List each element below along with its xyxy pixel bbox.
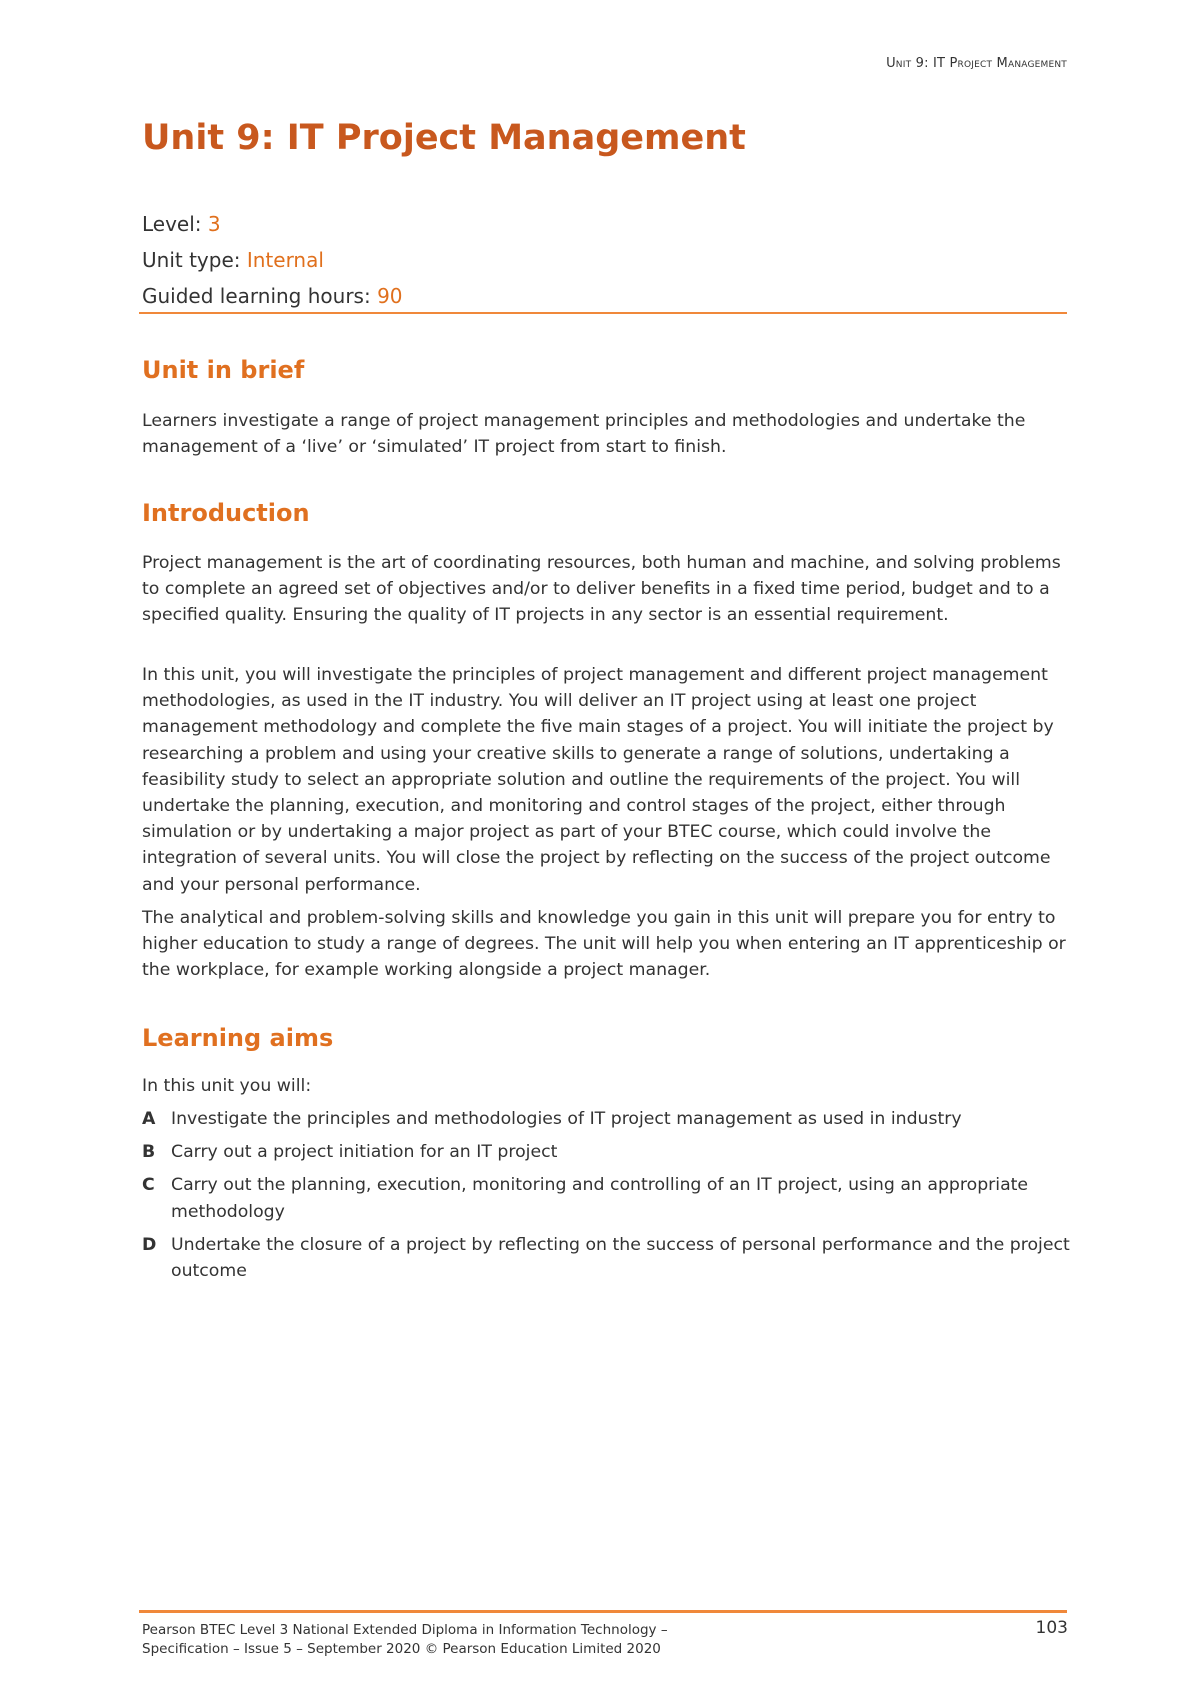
learning-aim-letter: B [142,1142,156,1163]
running-header-title: Unit 9: IT Project Management [886,56,1067,71]
guided-hours-label: Guided learning hours: [142,284,378,308]
unit-in-brief-heading: Unit in brief [142,356,305,384]
unit-type-value: Internal [246,248,324,272]
page-number: 103 [1035,1618,1068,1638]
learning-aim-item [142,1172,1072,1224]
unit-type-row [142,246,403,282]
footer [142,1621,842,1659]
footer-line-2: Specification – Issue 5 – September 2020 © Pearson Education Limited 2020 [142,1641,661,1657]
footer-divider [139,1610,1067,1613]
unit-in-brief-text: Learners investigate a range of project management principles and methodologies and undertake the management of a ‘live’ or ‘simulated’ IT project from start to finish. [142,411,1026,458]
introduction-heading: Introduction [142,499,310,527]
unit-metadata [142,210,403,318]
introduction-paragraph-1: Project management is the art of coordinating resources, both human and machine, and solving problems to complete an agreed set of objectives and/or to deliver benefits in a fixed time period, budget and to a specified quality. Ensuring the quality of IT projects in any sector is an essential requirement. [142,553,1061,626]
learning-aim-item [142,1139,1072,1165]
learning-aim-letter: A [142,1109,156,1129]
learning-aim-text: Carry out the planning, execution, monitoring and controlling of an IT project, using an appropriate methodology [171,1175,1029,1222]
unit-type-label: Unit type: [142,248,247,272]
learning-aim-text: Investigate the principles and methodologies of IT project management as used in industry [171,1109,962,1129]
header-divider [139,312,1067,314]
level-row [142,210,403,246]
unit-title: Unit 9: IT Project Management [142,118,746,158]
running-header [886,56,1067,71]
learning-aim-text: Undertake the closure of a project by reflecting on the success of personal performance and the project outcome [171,1234,1070,1282]
learning-aim-letter: D [142,1234,157,1255]
learning-aim-letter: C [142,1175,155,1196]
level-value: 3 [207,212,221,236]
footer-line-1: Pearson BTEC Level 3 National Extended Diploma in Information Technology – [142,1622,668,1638]
learning-aims-heading: Learning aims [142,1024,334,1052]
level-label: Level: [142,212,208,236]
learning-aim-item [142,1106,1072,1132]
learning-aims-list [142,1106,1072,1291]
introduction-paragraph-3: The analytical and problem-solving skills and knowledge you gain in this unit will prepare you for entry to higher education to study a range of degrees. The unit will help you when entering an IT apprenticeship or the workplace, for example working alongside a project manager. [142,908,1066,981]
guided-hours-value: 90 [377,284,403,308]
learning-aims-intro: In this unit you will: [142,1076,312,1096]
learning-aim-item [142,1232,1072,1284]
introduction-paragraph-2: In this unit, you will investigate the principles of project management and different project management methodologies, as used in the IT industry. You will deliver an IT project using at least one project management methodology and complete the five main stages of a project. You will initiate the project by researching a problem and using your creative skills to generate a range of solutions, undertaking a feasibility study to select an appropriate solution and outline the requirements of the project. You will undertake the planning, execution, and monitoring and control stages of the project, either through simulation or by undertaking a major project as part of your BTEC course, which could involve the integration of several units. You will close the project by reflecting on the success of the project outcome and your personal performance. [142,665,1054,895]
learning-aim-text: Carry out a project initiation for an IT project [171,1142,558,1163]
